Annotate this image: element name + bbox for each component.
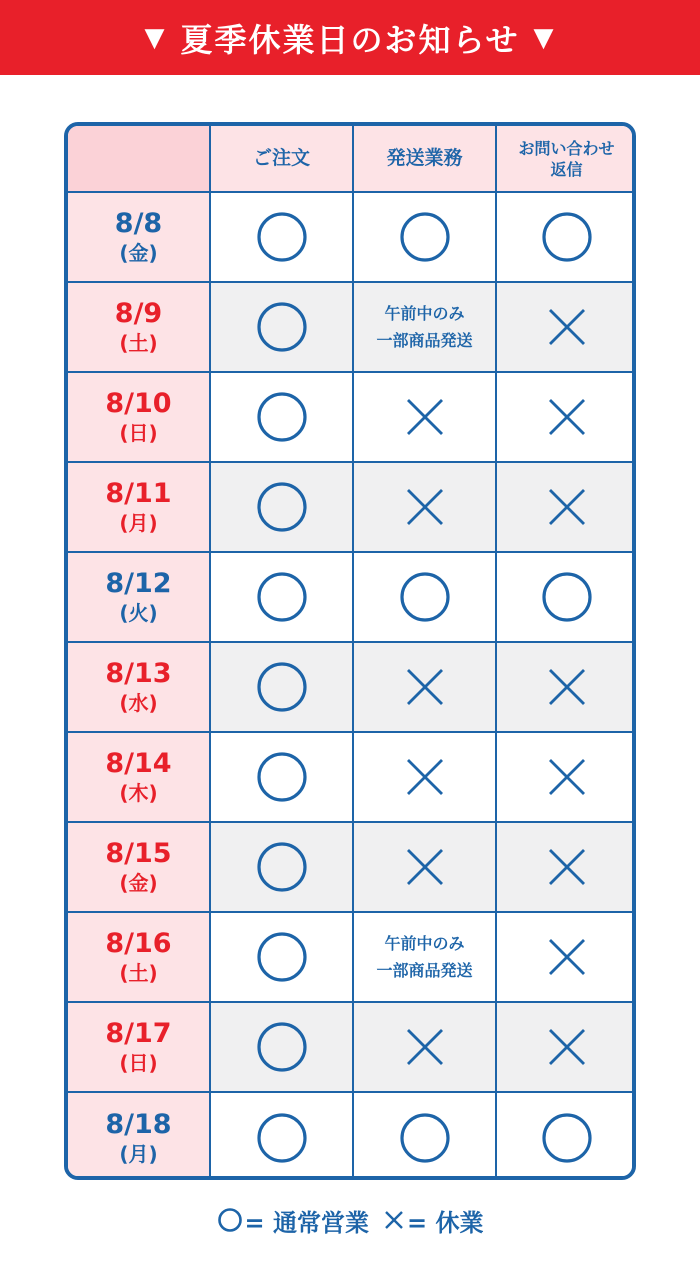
inquiry-status-cell (496, 192, 636, 282)
table-row (68, 282, 636, 372)
shipping-status-cell (353, 552, 496, 642)
circle-icon (541, 1112, 593, 1164)
header-order: ご注文 (210, 126, 353, 192)
shipping-status-cell (353, 462, 496, 552)
weekday-label: (火) (119, 601, 158, 625)
shipping-status-cell (353, 192, 496, 282)
date-cell (68, 192, 210, 282)
inquiry-status-cell (496, 462, 636, 552)
cross-icon (383, 1209, 405, 1231)
cross-icon (405, 397, 445, 437)
inquiry-status-cell (496, 732, 636, 822)
table-row (68, 912, 636, 1002)
inquiry-status-cell (496, 1092, 636, 1180)
inquiry-status-cell (496, 1002, 636, 1092)
date-label: 8/16 (105, 928, 172, 959)
cross-icon (405, 757, 445, 797)
inquiry-status-cell (496, 372, 636, 462)
weekday-label: (土) (119, 331, 158, 355)
cross-icon (405, 1027, 445, 1067)
circle-icon (256, 931, 308, 983)
circle-icon (256, 1112, 308, 1164)
shipping-note: 午前中のみ (384, 934, 465, 953)
inquiry-status-cell (496, 282, 636, 372)
cross-icon (547, 667, 587, 707)
table-row (68, 462, 636, 552)
table-row (68, 822, 636, 912)
shipping-status-cell (353, 642, 496, 732)
date-cell (68, 1092, 210, 1180)
date-label: 8/17 (105, 1018, 172, 1049)
order-status-cell (210, 462, 353, 552)
cross-icon (405, 487, 445, 527)
table-row (68, 552, 636, 642)
circle-icon (541, 211, 593, 263)
inquiry-status-cell (496, 912, 636, 1002)
weekday-label: (金) (119, 241, 158, 265)
header-inquiry (496, 126, 636, 192)
order-status-cell (210, 732, 353, 822)
date-cell (68, 912, 210, 1002)
date-label: 8/11 (105, 478, 172, 509)
circle-icon (256, 481, 308, 533)
table-row (68, 642, 636, 732)
table-row (68, 1092, 636, 1180)
order-status-cell (210, 372, 353, 462)
shipping-status-cell (353, 822, 496, 912)
date-cell (68, 822, 210, 912)
weekday-label: (日) (119, 421, 158, 445)
weekday-label: (月) (119, 511, 158, 535)
cross-icon (547, 1027, 587, 1067)
date-cell (68, 282, 210, 372)
order-status-cell (210, 642, 353, 732)
circle-icon (256, 301, 308, 353)
header-inquiry-line: お問い合わせ (518, 138, 615, 158)
weekday-label: (水) (119, 691, 158, 715)
date-label: 8/14 (105, 748, 172, 779)
date-label: 8/18 (105, 1108, 172, 1140)
date-cell (68, 552, 210, 642)
date-cell (68, 642, 210, 732)
weekday-label: (金) (119, 871, 158, 895)
cross-icon (547, 757, 587, 797)
shipping-status-cell (353, 732, 496, 822)
shipping-note: 午前中のみ (384, 304, 465, 323)
triangle-down-icon-right: ▼ (533, 22, 556, 53)
shipping-status-cell (353, 282, 496, 372)
legend-open-text: = 通常営業 (244, 1208, 369, 1237)
order-status-cell (210, 282, 353, 372)
order-status-cell (210, 1092, 353, 1180)
cross-icon (547, 397, 587, 437)
order-status-cell (210, 822, 353, 912)
order-status-cell (210, 192, 353, 282)
cross-icon (547, 487, 587, 527)
date-label: 8/15 (105, 838, 172, 869)
circle-icon (399, 571, 451, 623)
weekday-label: (月) (119, 1141, 158, 1166)
weekday-label: (日) (119, 1051, 158, 1075)
cross-icon (547, 307, 587, 347)
date-label: 8/13 (105, 658, 172, 689)
order-status-cell (210, 552, 353, 642)
shipping-note: 一部商品発送 (376, 331, 473, 350)
table-row (68, 732, 636, 822)
shipping-status-cell (353, 912, 496, 1002)
inquiry-status-cell (496, 822, 636, 912)
circle-icon (256, 661, 308, 713)
date-cell (68, 732, 210, 822)
shipping-status-cell (353, 1002, 496, 1092)
circle-icon (256, 751, 308, 803)
weekday-label: (木) (119, 781, 158, 805)
cross-icon (405, 847, 445, 887)
order-status-cell (210, 912, 353, 1002)
banner-title: 夏季休業日のお知らせ (180, 20, 520, 59)
circle-icon (541, 571, 593, 623)
legend-closed-text: = 休業 (407, 1208, 484, 1237)
circle-icon (256, 571, 308, 623)
circle-icon (256, 391, 308, 443)
schedule-table (64, 122, 636, 1180)
table-row (68, 372, 636, 462)
order-status-cell (210, 1002, 353, 1092)
weekday-label: (土) (119, 961, 158, 985)
table-row (68, 192, 636, 282)
date-label: 8/10 (105, 388, 172, 419)
triangle-down-icon-left: ▼ (144, 22, 167, 53)
shipping-status-cell (353, 1092, 496, 1180)
date-label: 8/12 (105, 568, 172, 599)
table-header-row (68, 126, 636, 192)
cross-icon (405, 667, 445, 707)
circle-icon (256, 841, 308, 893)
date-cell (68, 372, 210, 462)
inquiry-status-cell (496, 642, 636, 732)
circle-icon (256, 211, 308, 263)
date-label: 8/8 (114, 208, 163, 239)
notice-banner (0, 0, 700, 75)
cross-icon (547, 847, 587, 887)
date-cell (68, 1002, 210, 1092)
circle-icon (217, 1207, 243, 1233)
circle-icon (256, 1021, 308, 1073)
table-row (68, 1002, 636, 1092)
date-cell (68, 462, 210, 552)
header-corner (68, 126, 210, 192)
circle-icon (399, 211, 451, 263)
date-label: 8/9 (114, 298, 163, 329)
shipping-note: 一部商品発送 (376, 961, 473, 980)
cross-icon (547, 937, 587, 977)
circle-icon (399, 1112, 451, 1164)
header-inquiry-line: 返信 (550, 159, 583, 179)
header-shipping: 発送業務 (353, 126, 496, 192)
inquiry-status-cell (496, 552, 636, 642)
shipping-status-cell (353, 372, 496, 462)
legend (0, 1200, 700, 1240)
